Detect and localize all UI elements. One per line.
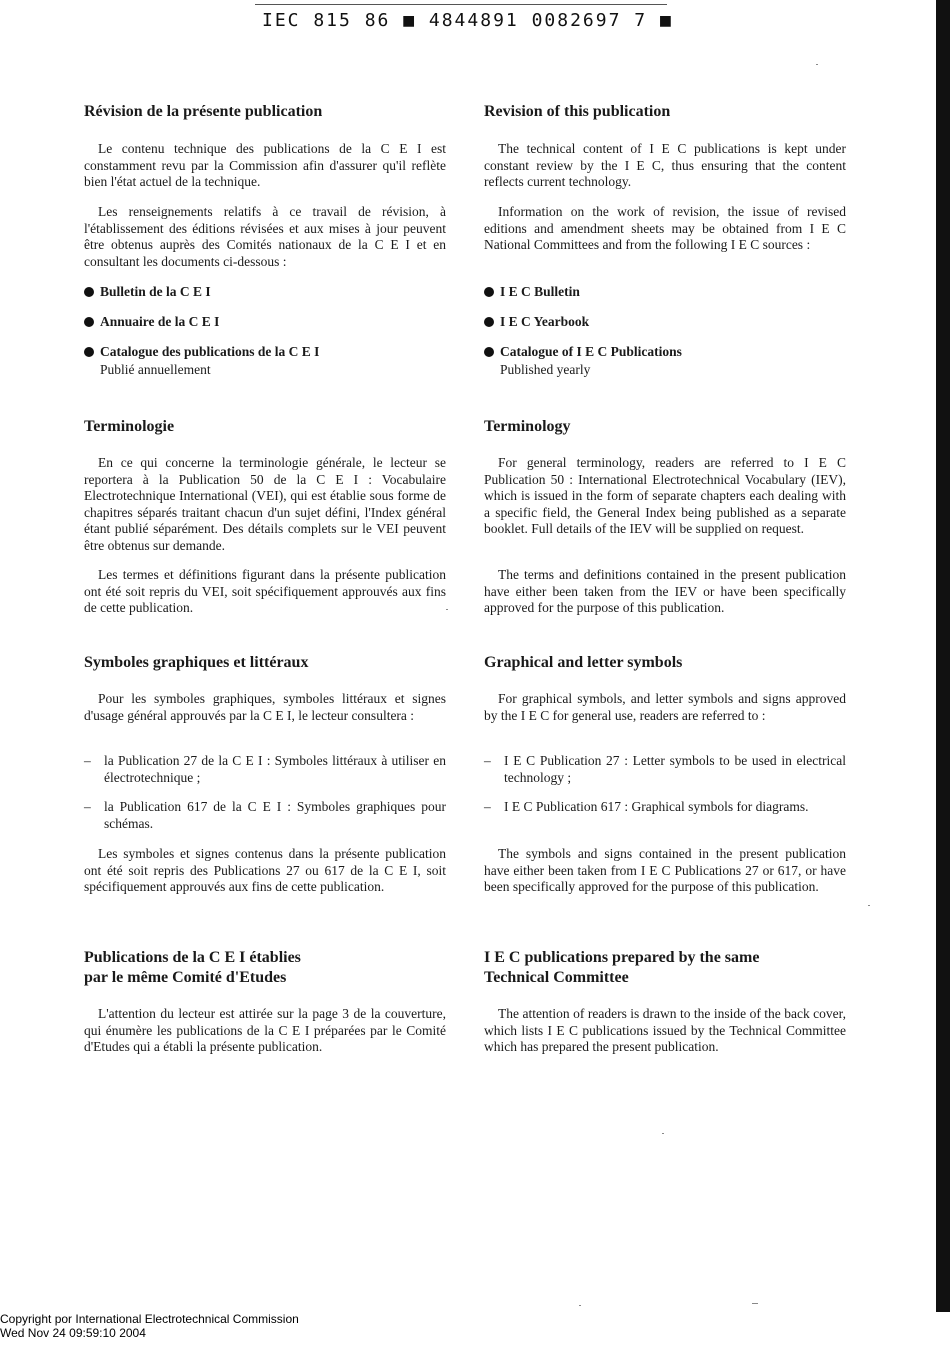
dash-label: I E C Publication 617 : Graphical symbols for diagrams.: [504, 799, 809, 814]
heading-revision-fr: Révision de la présente publication: [84, 103, 323, 120]
dash-item: [84, 799, 446, 832]
paragraph-revision-en-1: The technical content of I E C publications is kept under constant review by the I E C, thus ensuring that the content reflects current technology.: [484, 141, 846, 189]
bullet-label: Catalogue des publications de la C E I: [100, 344, 320, 359]
footer-line-1: Copyright por International Electrotechnical Commission: [0, 1312, 299, 1326]
bullet-icon: [84, 317, 94, 327]
heading-terminology-fr: Terminologie: [84, 418, 175, 435]
bullet-sub-label: Publié annuellement: [100, 362, 211, 377]
paragraph-symbols-fr-2: Les symboles et signes contenus dans la présente publication ont été soit repris des Publications 27 ou 617 de la C E I, soit spécifiquement approuvés aux fins de cette publication.: [84, 846, 446, 894]
footer-line-2: Wed Nov 24 09:59:10 2004: [0, 1326, 146, 1340]
bullet-icon: [484, 317, 494, 327]
paragraph-symbols-fr-1: Pour les symboles graphiques, symboles littéraux et signes d'usage général approuvés par la C E I, le lecteur consultera :: [84, 691, 446, 723]
bullet-item: [84, 343, 446, 379]
bullet-sub-label: Published yearly: [500, 362, 591, 377]
bullet-icon: [484, 287, 494, 297]
heading-symbols-fr: Symboles graphiques et littéraux: [84, 654, 309, 671]
paragraph-same-committee-fr: L'attention du lecteur est attirée sur la page 3 de la couverture, qui énumère les publications de la C E I préparées par le Comité d'Etudes qui a établi la présente publication.: [84, 1006, 446, 1054]
bullet-icon: [484, 347, 494, 357]
top-rule: [255, 4, 667, 5]
dash-label: la Publication 27 de la C E I : Symboles littéraux à utiliser en électrotechnique ;: [104, 753, 446, 785]
scan-edge: [936, 0, 950, 1312]
heading-same-committee-fr: [84, 948, 446, 988]
bullet-item: [84, 313, 446, 331]
paragraph-terminology-fr-1: En ce qui concerne la terminologie générale, le lecteur se reportera à la Publication 50 de la C E I : Vocabulaire Electrotechnique International (VEI), qui est établie sous forme de chapitres séparés traitant chacun d'un sujet défini, l'Index général étant publié séparément. Des détails complets sur le VEI peuvent être obtenus sur demande.: [84, 455, 446, 553]
dash-icon: –: [484, 799, 491, 814]
bullet-label: Catalogue of I E C Publications: [500, 344, 682, 359]
scan-speck: [446, 609, 448, 610]
dash-item: [484, 753, 846, 786]
bullet-item: [484, 343, 846, 379]
paragraph-revision-fr-1: Le contenu technique des publications de la C E I est constamment revu par la Commission afin d'assurer qu'il reflète bien l'état actuel de la technique.: [84, 141, 446, 189]
heading-line: I E C publications prepared by the same: [484, 949, 760, 966]
dash-icon: –: [84, 753, 91, 768]
paragraph-terminology-fr-2: Les termes et définitions figurant dans la présente publication ont été soit repris du VEI, soit spécifiquement approuvés aux fins de cette publication.: [84, 567, 446, 615]
paragraph-revision-fr-2: Les renseignements relatifs à ce travail de révision, à l'établissement des éditions révisées et aux mises à jour peuvent être obtenus auprès des Comités nationaux de la C E I et en consultant les documents ci-dessous :: [84, 204, 446, 269]
bullet-label: Annuaire de la C E I: [100, 314, 220, 329]
bullet-item: [484, 283, 846, 301]
scan-speck: [868, 905, 870, 906]
scan-speck: [752, 1303, 758, 1304]
bullet-label: I E C Bulletin: [500, 284, 580, 299]
scan-speck: [579, 1305, 581, 1306]
dash-label: la Publication 617 de la C E I : Symboles graphiques pour schémas.: [104, 799, 446, 831]
bullet-item: [484, 313, 846, 331]
dash-icon: –: [484, 753, 491, 768]
paragraph-symbols-en-2: The symbols and signs contained in the present publication have either been taken from I E C Publications 27 or 617, or have been specifically approved for the purpose of this publication.: [484, 846, 846, 894]
heading-line: Publications de la C E I établies: [84, 949, 301, 966]
document-code: IEC 815 86 ■ 4844891 0082697 7 ■: [262, 10, 673, 31]
scan-speck: [816, 64, 818, 65]
copyright-footer: [0, 1312, 299, 1340]
bullet-icon: [84, 287, 94, 297]
heading-line: Technical Committee: [484, 969, 629, 986]
heading-same-committee-en: [484, 948, 846, 988]
dash-icon: –: [84, 799, 91, 814]
bullet-label: I E C Yearbook: [500, 314, 590, 329]
paragraph-same-committee-en: The attention of readers is drawn to the inside of the back cover, which lists I E C publications issued by the Technical Committee which has prepared the present publication.: [484, 1006, 846, 1054]
bullet-label: Bulletin de la C E I: [100, 284, 211, 299]
heading-line: par le même Comité d'Etudes: [84, 969, 287, 986]
heading-symbols-en: Graphical and letter symbols: [484, 654, 683, 671]
dash-label: I E C Publication 27 : Letter symbols to be used in electrical technology ;: [504, 753, 846, 785]
scan-speck: [662, 1133, 664, 1134]
paragraph-terminology-en-1: For general terminology, readers are referred to I E C Publication 50 : International Electrotechnical Vocabulary (IEV), which is issued in the form of separate chapters each dealing with a specific field, the General Index being published as a separate booklet. Full details of the IEV will be supplied on request.: [484, 455, 846, 536]
paragraph-symbols-en-1: For graphical symbols, and letter symbols and signs approved by the I E C for general use, readers are referred to :: [484, 691, 846, 723]
heading-terminology-en: Terminology: [484, 418, 571, 435]
bullet-item: [84, 283, 446, 301]
dash-item: [84, 753, 446, 786]
bullet-icon: [84, 347, 94, 357]
paragraph-revision-en-2: Information on the work of revision, the issue of revised editions and amendment sheets may be obtained from I E C National Committees and from the following I E C sources :: [484, 204, 846, 252]
heading-revision-en: Revision of this publication: [484, 103, 671, 120]
paragraph-terminology-en-2: The terms and definitions contained in the present publication have either been taken from the IEV or have been specifically approved for the purpose of this publication.: [484, 567, 846, 615]
dash-item: [484, 799, 846, 816]
